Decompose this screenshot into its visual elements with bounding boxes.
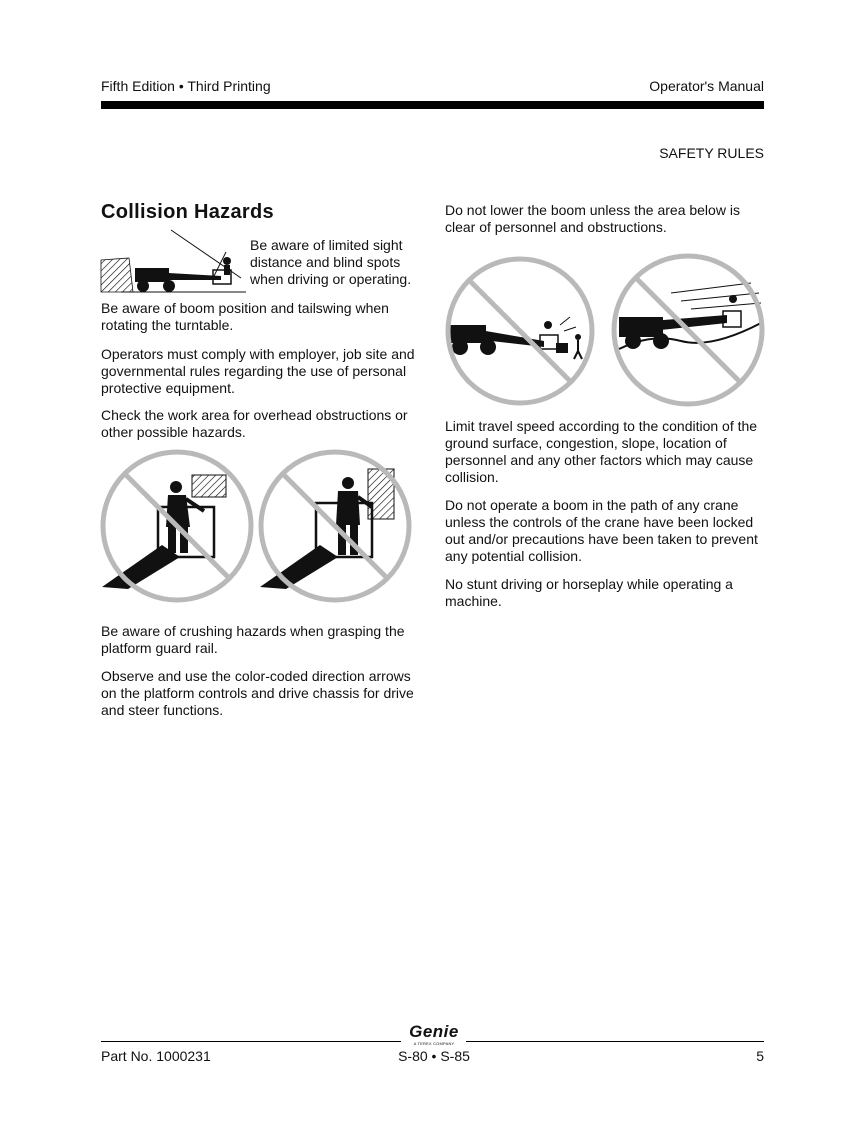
travel-speed-illustration xyxy=(611,253,765,407)
overhead-check-text: Check the work area for overhead obstructions or other possible hazards. xyxy=(101,407,408,440)
travel-speed-text: Limit travel speed according to the condition of the ground surface, congestion, slope, location of personnel and any other factors which may cause collision. xyxy=(445,418,758,485)
part-number: Part No. 1000231 xyxy=(101,1048,211,1064)
stunt-driving-text: No stunt driving or horseplay while operating a machine. xyxy=(445,576,733,609)
direction-arrows-text: Observe and use the color-coded direction arrows on the platform controls and drive chassis for drive and steer functions. xyxy=(101,668,414,718)
crane-path-text: Do not operate a boom in the path of any crane unless the controls of the crane have been locked out and/or precautions have been taken to prevent any potential collision. xyxy=(445,497,758,564)
footer-rule-right xyxy=(466,1041,764,1042)
edition-label: Fifth Edition • Third Printing xyxy=(101,78,271,94)
section-title: SAFETY RULES xyxy=(659,145,764,161)
genie-logo-tagline: A TEREX COMPANY xyxy=(413,1041,455,1046)
sight-distance-illustration xyxy=(101,228,246,298)
genie-logo xyxy=(406,1023,462,1046)
model-label: S-80 • S-85 xyxy=(398,1048,470,1064)
page-title: Collision Hazards xyxy=(101,201,274,223)
lower-boom-illustration xyxy=(444,255,596,407)
crushing-hazard-text: Be aware of crushing hazards when grasping the platform guard rail. xyxy=(101,623,405,656)
header-rule xyxy=(101,101,764,109)
page-number: 5 xyxy=(756,1048,764,1064)
boom-position-text: Be aware of boom position and tailswing when rotating the turntable. xyxy=(101,300,389,333)
crushing-hazard-illustration-2 xyxy=(258,449,412,603)
footer-rule-left xyxy=(101,1041,401,1042)
manual-title: Operator's Manual xyxy=(649,78,764,94)
operator-rules-text: Operators must comply with employer, job site and governmental rules regarding the use of personal protective equipment. xyxy=(101,346,415,396)
crushing-hazard-illustration-1 xyxy=(100,449,254,603)
lower-boom-text: Do not lower the boom unless the area below is clear of personnel and obstructions. xyxy=(445,202,740,235)
sight-distance-text: Be aware of limited sight distance and blind spots when driving or operating. xyxy=(250,237,412,287)
genie-logo-text: Genie xyxy=(409,1022,459,1041)
